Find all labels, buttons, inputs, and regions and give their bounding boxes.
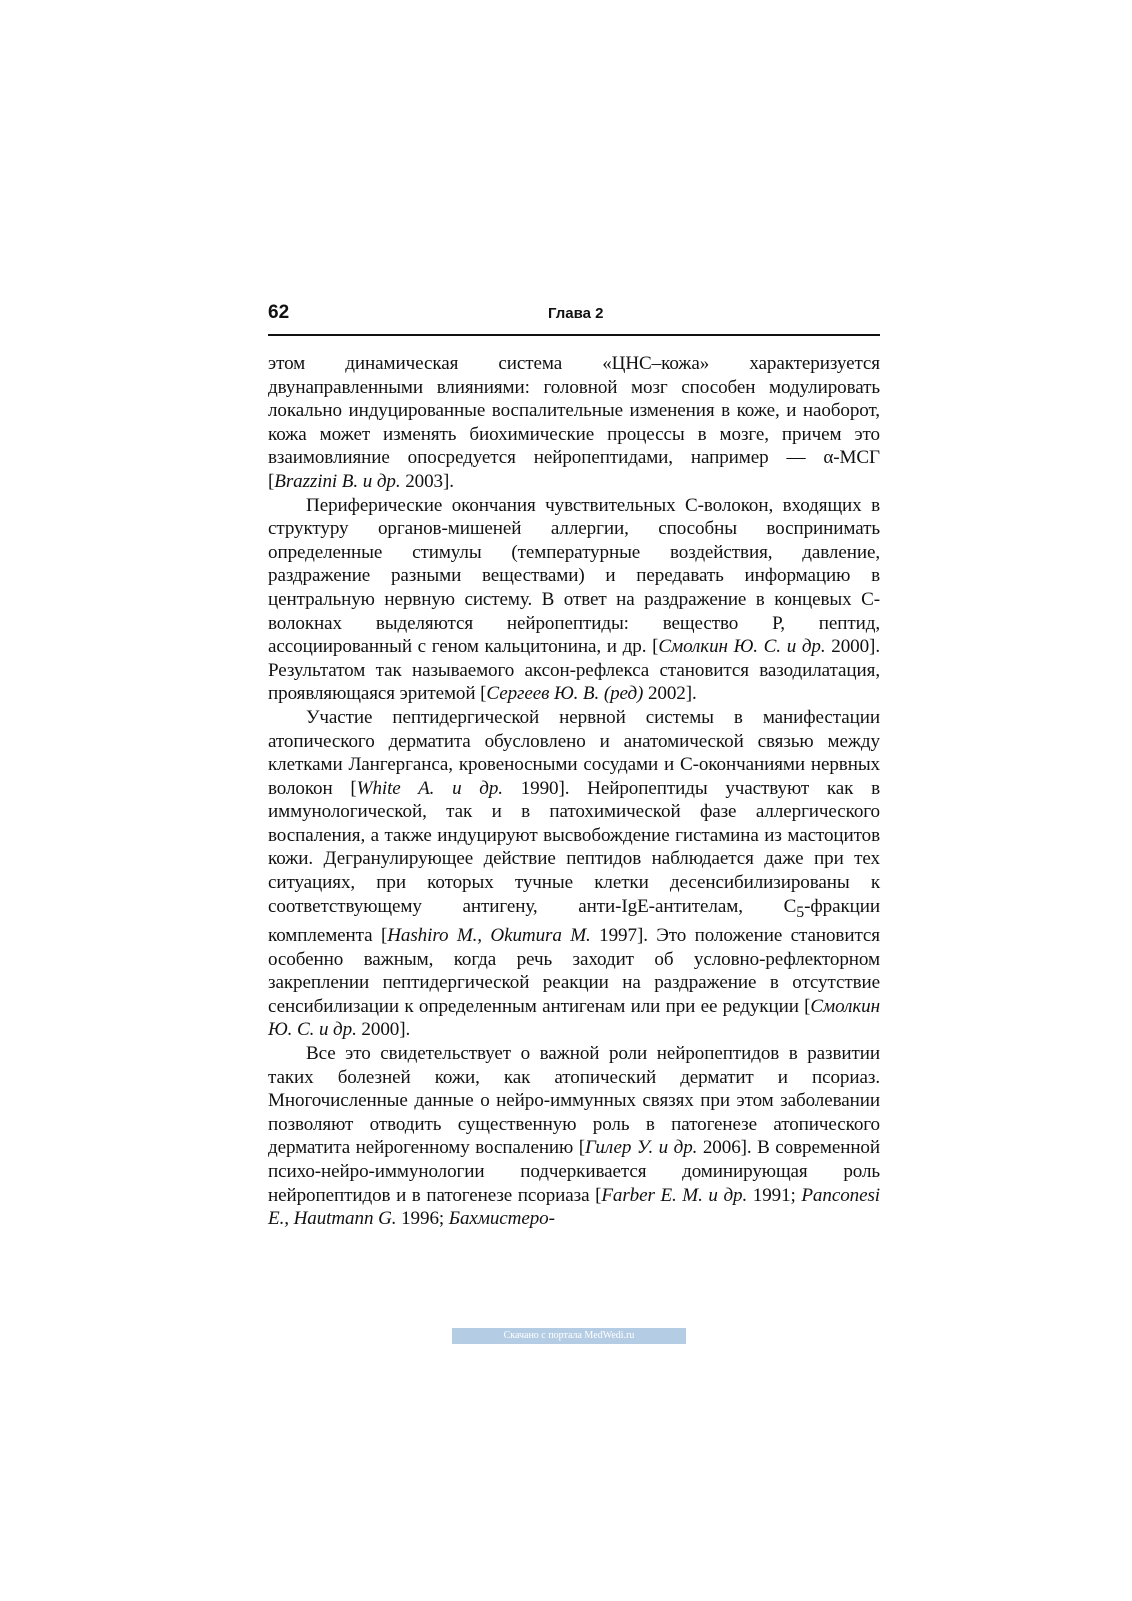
paragraph-1: [268, 352, 880, 494]
paragraph-2: [268, 494, 880, 706]
paragraph-text: 2000].: [356, 1019, 411, 1041]
running-head: [268, 300, 880, 336]
paragraph-text: 1990]. Нейропептиды участвуют как в иммунологической, так и в патохимической фазе аллергического воспаления, а также индуцируют высвобождение гистамина из мастоцитов кожи. Дегранулирующее действие пептидов наблюдается даже при тех ситуациях, при которых тучные клетки десенсибилизированы к соответствующему антигену, анти-IgE-антителам, C: [268, 777, 880, 917]
citation: Brazzini B. и др.: [274, 470, 401, 492]
paragraph-text: 2003].: [400, 470, 454, 492]
paragraph-text: -фракции комплемента [: [268, 895, 880, 947]
citation: Farber E. M. и др.: [601, 1184, 748, 1206]
paragraph-text: 1997]. Это положение становится особенно важным, когда речь заходит об условно-рефлекторном закреплении пептидергической реакции на раздражение в отсутствие сенсибилизации к определенным антигенам или при ее редукции [: [268, 925, 880, 1017]
paragraph-text: этом динамическая система «ЦНС–кожа» характеризуется двунаправленными влияниями: головной мозг способен модулировать локально индуцированные воспалительные изменения в коже, и наоборот, кожа может изменять биохимические процессы в мозге, причем это взаимовлияние опосредуется нейропептидами, например — α-МСГ [: [268, 353, 880, 492]
paragraph-text: 1991;: [747, 1184, 802, 1206]
paragraph-4: [268, 1042, 880, 1231]
page-number: 62: [268, 302, 290, 323]
body-text: [268, 352, 880, 1231]
citation: Hashiro M., Okumura M.: [387, 925, 591, 947]
citation: Сергеев Ю. В. (ред): [486, 683, 644, 705]
subscript: 5: [796, 903, 805, 921]
citation: Бахмистеро-: [448, 1208, 555, 1230]
paragraph-text: 1996;: [396, 1208, 449, 1230]
paragraph-text: Все это свидетельствует о важной роли нейропептидов в развитии таких болезней кожи, как атопический дерматит и псориаз. Многочисленные данные о нейро-иммунных связях при этом заболевании позволяют отводить существенную роль в патогенезе атопического дерматита нейрогенному воспалению [: [268, 1043, 880, 1159]
paragraph-text: Периферические окончания чувствительных С-волокон, входящих в структуру органов-мишеней аллергии, способны воспринимать определенные стимулы (температурные воздействия, давление, раздражение разными веществами) и передавать информацию в центральную нервную систему. В ответ на раздражение в концевых С-волокнах выделяются нейропептиды: вещество Р, пептид, ассоциированный с геном кальцитонина, и др. [: [268, 494, 880, 658]
paragraph-text: 2000]. Результатом так называемого аксон-рефлекса становится вазодилатация, проявляющаяся эритемой [: [268, 636, 880, 705]
citation: Смолкин Ю. С. и др.: [658, 636, 826, 658]
paragraph-text: 2006]. В современной психо-нейро-иммунологии подчеркивается доминирующая роль нейропептидов и в патогенезе псориаза [: [268, 1137, 880, 1206]
paragraph-text: Участие пептидергической нервной системы в манифестации атопического дерматита обусловлено и анатомической связью между клетками Лангерганса, кровеносными сосудами и С-окончаниями нервных волокон [: [268, 706, 880, 799]
watermark-link[interactable]: Скачано с портала MedWedi.ru: [452, 1328, 686, 1344]
citation: Panconesi E., Hautmann G.: [268, 1184, 880, 1230]
citation: Смолкин Ю. С. и др.: [268, 995, 880, 1041]
citation: White A. и др.: [356, 777, 503, 799]
paragraph-3: [268, 706, 880, 1042]
chapter-title: Глава 2: [548, 305, 604, 322]
citation: Гилер У. и др.: [585, 1137, 698, 1159]
paragraph-text: 2002].: [643, 683, 697, 705]
